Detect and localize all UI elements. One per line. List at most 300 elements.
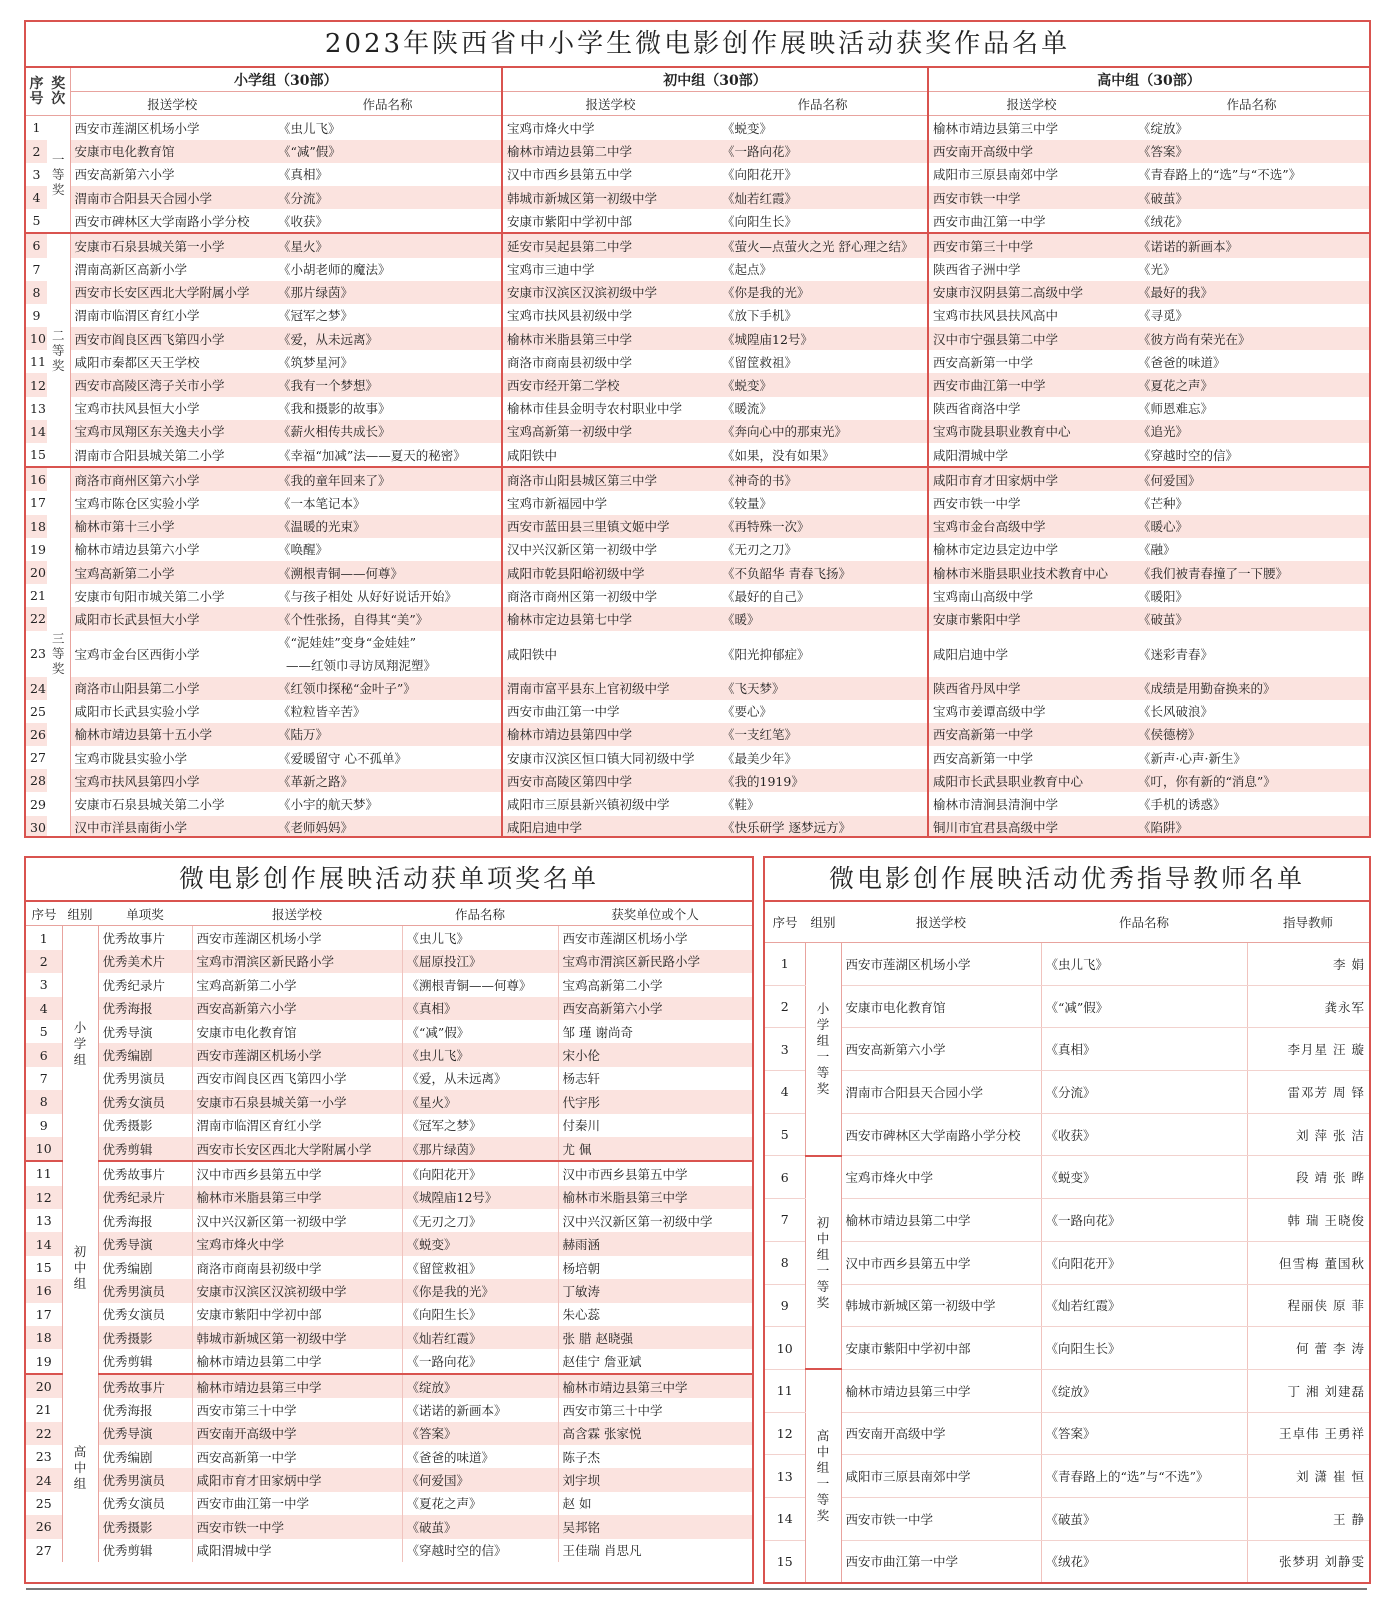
work-cell: 《温暖的光束》 [274,515,502,538]
table-row [26,973,752,996]
award-name: 优秀摄影 [98,1114,192,1137]
award-name: 优秀女演员 [98,1090,192,1113]
school-cell: 安康市紫阳中学初中部 [192,1303,402,1326]
school-cell: 安康市石泉县城关第一小学 [70,233,274,257]
award-name: 优秀女演员 [98,1492,192,1515]
work-cell: 《爸爸的味道》 [402,1445,558,1468]
school-cell: 咸阳市三原县南郊中学 [928,163,1134,186]
school-cell: 安康市石泉县城关第二小学 [74,797,225,813]
table-row [26,1279,752,1302]
school-cell: 西安高新第六小学 [192,997,402,1020]
school-cell: 商洛市山阳县第二小学 [70,677,274,700]
work-cell: 《再特殊一次》 [718,515,928,538]
main-title: 2023年陕西省中小学生微电影创作展映活动获奖作品名单 [26,22,1369,68]
work-cell: 《我的童年回来了》 [274,467,502,491]
table-row [26,561,1369,584]
school-cell: 宝鸡高新第二小学 [70,561,274,584]
teacher-header: 指导教师 [1247,902,1369,943]
table-row [765,943,1369,986]
work-title-line: 《“泥娃娃”变身“金娃娃” [278,634,417,650]
table-row [26,607,1369,630]
row-number: 27 [30,750,46,766]
teacher-header: 作品名称 [1041,902,1247,943]
row-number: 27 [35,1542,52,1558]
group-label: 初中组 [62,1161,98,1374]
school-cell: 渭南市合阳县天合园小学 [70,186,274,209]
special-award-list [24,856,754,1584]
work-cell: 《阳光抑郁症》 [722,646,810,662]
school-cell: 陕西省子洲中学 [928,258,1134,281]
winner-cell: 代宇彤 [558,1090,752,1113]
work-cell: 《虫儿飞》 [402,1043,558,1066]
teacher-names: 但雪梅 董国秋 [1247,1241,1369,1284]
row-number: 12 [26,1186,62,1209]
winner-cell: 西安市第三十中学 [562,1402,663,1418]
school-cell: 咸阳市秦都区天王学校 [74,354,200,370]
table-row [26,397,1369,420]
school-cell: 渭南市临渭区育红小学 [74,308,200,324]
table-row [765,1497,1369,1540]
table-row [765,1241,1369,1284]
work-cell: 《诺诺的新画本》 [1134,233,1369,257]
row-number: 29 [30,796,46,812]
group-junior-header: 初中组（30部） [502,68,928,92]
work-cell: 《陷阱》 [1134,816,1369,838]
school-cell: 榆林市靖边县第二中学 [192,1349,402,1373]
school-cell: 宝鸡市渭滨区新民路小学 [192,950,402,973]
school-cell: 西安市高陵区湾子关市小学 [70,373,274,396]
school-cell: 榆林市靖边县第二中学 [841,1199,1041,1242]
row-number: 9 [765,1284,805,1327]
winner-cell: 宝鸡市渭滨区新民路小学 [558,950,752,973]
school-cell: 西安高新第六小学 [841,1028,1041,1071]
work-cell: 《一路向花》 [718,140,928,163]
work-cell: 《青春路上的“选”与“不选”》 [1138,167,1302,183]
winner-cell: 丁敏涛 [558,1279,752,1302]
table-row [26,515,1369,538]
teacher-title: 微电影创作展映活动优秀指导教师名单 [765,858,1369,902]
award-name: 优秀剪辑 [98,1349,192,1373]
group-primary-header: 小学组（30部） [70,68,502,92]
row-number: 13 [30,400,46,416]
row-number: 13 [765,1455,805,1498]
row-number: 2 [26,950,62,973]
award-name: 优秀美术片 [98,950,192,973]
work-cell: 《城隍庙12号》 [718,327,928,350]
col-school: 报送学校 [502,92,718,116]
winner-cell: 王佳瑞 肖思凡 [562,1543,642,1559]
table-row [26,1114,752,1137]
school-cell: 西安市曲江第一中学 [192,1492,402,1515]
table-row [26,1256,752,1279]
school-cell: 商洛市商南县初级中学 [502,350,718,373]
table-row [26,1349,752,1373]
school-cell: 宝鸡市扶风县第四小学 [70,769,274,792]
work-cell: 《成绩是用勤奋换来的》 [1134,677,1369,700]
rank-label: 一等奖 [47,116,70,233]
table-row [26,304,1369,327]
winner-cell: 刘宇坝 [558,1468,752,1491]
school-cell: 榆林市定边县第七中学 [502,607,718,630]
work-cell: 《融》 [1138,542,1176,558]
school-cell: 榆林市靖边县第六小学 [74,542,200,558]
work-cell: 《寻觅》 [1138,308,1189,324]
school-cell: 汉中市洋县南街小学 [70,816,274,838]
table-row [26,926,752,950]
school-cell: 汉中兴汉新区第一初级中学 [192,1209,402,1232]
table-row [765,1540,1369,1583]
row-number: 25 [35,1495,52,1511]
work-cell: 《一路向花》 [402,1349,558,1373]
rank-label: 二等奖 [47,233,70,467]
table-row [765,1284,1369,1327]
award-name: 优秀导演 [98,1232,192,1255]
school-cell: 西安市碑林区大学南路小学分校 [841,1113,1041,1156]
school-cell: 渭南市临渭区育红小学 [192,1114,402,1137]
table-row [26,1186,752,1209]
teacher-names: 段 靖 张 晔 [1247,1156,1369,1199]
school-cell: 宝鸡市凤翔区东关逸夫小学 [70,420,274,443]
award-name: 优秀故事片 [98,926,192,950]
row-number: 8 [26,1090,62,1113]
teacher-header: 组别 [805,902,841,943]
row-number: 11 [35,1166,52,1182]
row-number: 10 [26,1137,62,1161]
work-cell: 《幸福“加减”法——夏天的秘密》 [274,443,502,467]
group-label: 小学组 [62,926,98,1161]
school-cell: 陕西省丹凤中学 [928,677,1134,700]
row-number: 15 [765,1540,805,1583]
school-cell: 咸阳市育才田家炳中学 [928,467,1134,491]
school-cell: 渭南市富平县东上官初级中学 [502,677,718,700]
table-row [26,1303,752,1326]
table-row [26,140,1369,163]
row-number: 1 [765,943,805,986]
work-cell: 《暖流》 [722,401,773,417]
work-cell: 《灿若红霞》 [718,186,928,209]
row-number: 30 [26,816,47,838]
school-cell: 咸阳市三原县南郊中学 [841,1455,1041,1498]
work-cell: 《虫儿飞》 [1041,943,1247,986]
school-cell: 西安市曲江第一中学 [928,373,1134,396]
school-cell: 西安高新第一中学 [928,746,1134,769]
table-row [26,1232,752,1255]
school-cell: 榆林市第十三小学 [70,515,274,538]
work-cell: 《收获》 [274,209,502,233]
work-cell: 《答案》 [1041,1412,1247,1455]
school-cell: 咸阳市乾县阳峪初级中学 [502,561,718,584]
school-cell: 榆林市靖边县第三中学 [192,1374,402,1398]
work-cell: 《真相》 [278,167,329,183]
work-cell: 《我和摄影的故事》 [278,401,391,417]
work-cell: 《蜕变》 [718,373,928,396]
award-name: 优秀故事片 [98,1374,192,1398]
table-row [765,1369,1369,1412]
school-cell: 西安市莲湖区机场小学 [192,926,402,950]
teacher-names: 韩 瑞 王晓俊 [1247,1199,1369,1242]
school-cell: 咸阳启迪中学 [502,816,718,838]
row-number: 21 [30,588,46,604]
winner-cell: 西安高新第六小学 [558,997,752,1020]
row-number: 20 [26,561,47,584]
table-row [26,1398,752,1421]
row-number: 7 [32,261,41,277]
row-number: 19 [26,1349,62,1373]
school-cell: 安康市紫阳中学 [928,607,1134,630]
school-cell: 咸阳市育才田家炳中学 [192,1468,402,1491]
winner-cell: 宝鸡高新第二小学 [562,977,663,993]
work-cell: 《爱，从未远离》 [274,327,502,350]
table-row [26,723,1369,746]
school-cell: 韩城市新城区第一初级中学 [841,1284,1041,1327]
table-row [26,491,1369,514]
school-cell: 商洛市商州区第一初级中学 [502,584,718,607]
row-number: 6 [26,1043,62,1066]
school-cell: 榆林市靖边县第三中学 [841,1369,1041,1412]
work-cell: 《长风破浪》 [1138,704,1214,720]
table-row [26,700,1369,723]
work-cell: 《冠军之梦》 [278,308,354,324]
school-cell: 西安市第三十中学 [192,1398,402,1421]
teacher-list [763,856,1371,1584]
row-number: 1 [32,120,41,136]
award-name: 优秀故事片 [98,1161,192,1185]
work-cell: 《一支红笔》 [718,723,928,746]
table-row [26,281,1369,304]
row-number: 12 [26,373,47,396]
work-cell: 《虫儿飞》 [402,926,558,950]
table-row [26,792,1369,815]
special-header: 单项奖 [98,902,192,926]
row-number: 16 [26,1279,62,1302]
school-cell: 宝鸡南山高级中学 [928,584,1134,607]
winner-cell: 陈子杰 [562,1449,601,1465]
school-cell: 西安市曲江第一中学 [502,700,718,723]
teacher-table [765,902,1369,1584]
school-cell: 咸阳渭城中学 [192,1539,402,1562]
work-cell: 《留筐救祖》 [402,1256,558,1279]
work-cell: 《如果，没有如果》 [718,443,928,467]
school-cell: 宝鸡高新第二小学 [192,973,402,996]
group-senior-header: 高中组（30部） [928,68,1369,92]
school-cell: 宝鸡市三迪中学 [502,258,718,281]
school-cell: 西安市长安区西北大学附属小学 [192,1137,402,1161]
work-cell: 《向阳生长》 [718,209,928,233]
work-cell: 《老师妈妈》 [274,816,502,838]
row-number: 18 [26,1326,62,1349]
school-cell: 咸阳铁中 [502,443,718,467]
work-cell: 《一本笔记本》 [278,495,366,511]
work-cell: 《与孩子相处 从好好说话开始》 [278,588,457,604]
table-row [26,186,1369,209]
school-cell: 安康市汉滨区恒口镇大同初级中学 [502,746,718,769]
rank-label: 三等奖 [47,467,70,838]
work-cell: 《我的1919》 [718,769,928,792]
teacher-names: 李月星 汪 璇 [1247,1028,1369,1071]
school-cell: 榆林市靖边县第十五小学 [70,723,274,746]
school-cell: 西安市莲湖区机场小学 [74,120,200,136]
work-cell: 《一路向花》 [1041,1199,1247,1242]
school-cell: 安康市紫阳中学初中部 [841,1327,1041,1370]
row-number: 23 [35,1449,52,1465]
work-cell: 《何爱国》 [1134,467,1369,491]
winner-cell: 汉中市西乡县第五中学 [562,1166,688,1182]
school-cell: 渭南市合阳县城关第二小学 [70,443,274,467]
work-cell: 《粒粒皆辛苦》 [278,704,366,720]
work-cell: 《最好的我》 [1134,281,1369,304]
school-cell: 安康市电化教育馆 [70,140,274,163]
award-name: 优秀导演 [98,1422,192,1445]
work-cell: 《留筐救祖》 [722,354,798,370]
school-cell: 安康市石泉县城关第一小学 [192,1090,402,1113]
winner-cell: 尤 佩 [558,1137,752,1161]
row-number: 5 [765,1113,805,1156]
table-row [26,1468,752,1491]
school-cell: 宝鸡市陇县职业教育中心 [928,420,1134,443]
work-cell: 《星火》 [402,1090,558,1113]
school-cell: 渭南高新区高新小学 [74,262,188,278]
work-cell: 《分流》 [1041,1071,1247,1114]
school-cell: 铜川市宜君县高级中学 [928,816,1134,838]
winner-cell: 西安市莲湖区机场小学 [562,931,688,947]
row-number: 3 [39,977,48,993]
winner-cell: 宋小伦 [558,1043,752,1066]
award-name: 优秀编剧 [98,1043,192,1066]
table-row [26,1515,752,1538]
work-cell: 《最好的自己》 [722,588,810,604]
work-cell: 《向阳花开》 [1041,1241,1247,1284]
school-cell: 宝鸡市新福园中学 [502,491,718,514]
row-number: 8 [26,281,47,304]
row-number: 22 [26,607,47,630]
row-number: 24 [26,677,47,700]
work-cell: 《向阳生长》 [402,1303,558,1326]
school-cell: 宝鸡市扶风县扶风高中 [928,304,1134,327]
table-row [26,327,1369,350]
row-number: 7 [765,1199,805,1242]
school-cell: 延安市吴起县第二中学 [502,233,718,257]
teacher-names: 何 蕾 李 涛 [1247,1327,1369,1370]
row-number: 28 [26,769,47,792]
work-cell: 《分流》 [274,186,502,209]
table-row [26,1209,752,1232]
school-cell: 商洛市商州区第六小学 [70,467,274,491]
work-cell: 《侯德榜》 [1134,723,1369,746]
teacher-names: 李 娟 [1247,943,1369,986]
award-name: 优秀摄影 [98,1515,192,1538]
work-cell: 《答案》 [1134,140,1369,163]
row-number: 2 [26,140,47,163]
work-cell: 《“减”假》 [274,140,502,163]
special-header: 组别 [62,902,98,926]
work-cell: 《爸爸的味道》 [1138,354,1226,370]
school-cell: 汉中市西乡县第五中学 [192,1161,402,1185]
table-row [26,1374,752,1398]
special-title: 微电影创作展映活动获单项奖名单 [26,858,752,902]
table-row [26,443,1369,467]
work-cell: 《叮，你有新的“消息”》 [1134,769,1369,792]
award-name: 优秀海报 [98,997,192,1020]
table-row [765,1028,1369,1071]
school-cell: 汉中市宁强县第二中学 [928,327,1134,350]
table-row [26,467,1369,491]
school-cell: 宝鸡市烽火中学 [841,1156,1041,1199]
table-row [26,420,1369,443]
award-name: 优秀摄影 [98,1326,192,1349]
table-row [765,1156,1369,1199]
work-cell: 《向阳生长》 [1041,1327,1247,1370]
table-row [26,1043,752,1066]
winner-cell: 朱心蕊 [562,1307,601,1323]
table-row [26,1422,752,1445]
school-cell: 韩城市新城区第一初级中学 [502,186,718,209]
work-cell: 《光》 [1138,262,1176,278]
col-school: 报送学校 [70,92,274,116]
work-cell: 《答案》 [402,1422,558,1445]
special-header: 报送学校 [192,902,402,926]
school-cell: 咸阳市长武县实验小学 [74,704,200,720]
work-cell: 《向阳花开》 [402,1161,558,1185]
row-number: 14 [26,420,47,443]
special-table [26,902,752,1562]
main-award-list [24,20,1371,838]
work-title-line: ——红领巾寻访凤翔泥塑》 [286,657,437,673]
school-cell: 商洛市商南县初级中学 [192,1256,402,1279]
school-cell: 安康市旬阳市城关第二小学 [74,588,225,604]
school-cell: 宝鸡市扶风县恒大小学 [74,401,200,417]
table-row [26,677,1369,700]
work-cell: 《穿越时空的信》 [1134,443,1369,467]
award-name: 优秀剪辑 [98,1137,192,1161]
col-work: 作品名称 [274,92,502,116]
school-cell: 安康市电化教育馆 [841,985,1041,1028]
work-cell: 《芒种》 [1138,495,1189,511]
table-row [26,769,1369,792]
school-cell: 西安高新第一中学 [928,350,1134,373]
work-cell: 《飞天梦》 [718,677,928,700]
school-cell: 安康市汉滨区汉滨初级中学 [502,281,718,304]
row-number: 26 [26,723,47,746]
award-name: 优秀男演员 [98,1279,192,1302]
school-cell: 西安市莲湖区机场小学 [841,943,1041,986]
table-row [26,1020,752,1043]
work-cell: 《绽放》 [1041,1369,1247,1412]
teacher-names: 张梦玥 刘静雯 [1247,1540,1369,1583]
row-number: 20 [26,1374,62,1398]
work-cell: 《薪火相传共成长》 [274,420,502,443]
work-cell: 《灿若红霞》 [1041,1284,1247,1327]
school-cell: 西安市铁一中学 [928,186,1134,209]
teacher-header: 报送学校 [841,902,1041,943]
work-cell [274,631,502,677]
winner-cell: 付秦川 [562,1118,601,1134]
school-cell: 咸阳启迪中学 [928,631,1134,677]
school-cell: 汉中市西乡县第五中学 [841,1241,1041,1284]
school-cell: 西安南开高级中学 [192,1422,402,1445]
school-cell: 西安高新第一中学 [928,723,1134,746]
work-cell: 《奔向心中的那束光》 [718,420,928,443]
school-cell: 榆林市米脂县职业技术教育中心 [928,561,1134,584]
special-header: 获奖单位或个人 [558,902,752,926]
table-row [765,1199,1369,1242]
winner-cell: 杨培朝 [562,1260,601,1276]
teacher-names: 王 静 [1247,1497,1369,1540]
row-number: 19 [30,541,46,557]
row-number: 9 [39,1117,48,1133]
group-label: 高中组一等奖 [805,1369,841,1582]
school-cell: 渭南市合阳县天合园小学 [841,1071,1041,1114]
winner-cell: 赵佳宁 詹亚斌 [558,1349,752,1373]
